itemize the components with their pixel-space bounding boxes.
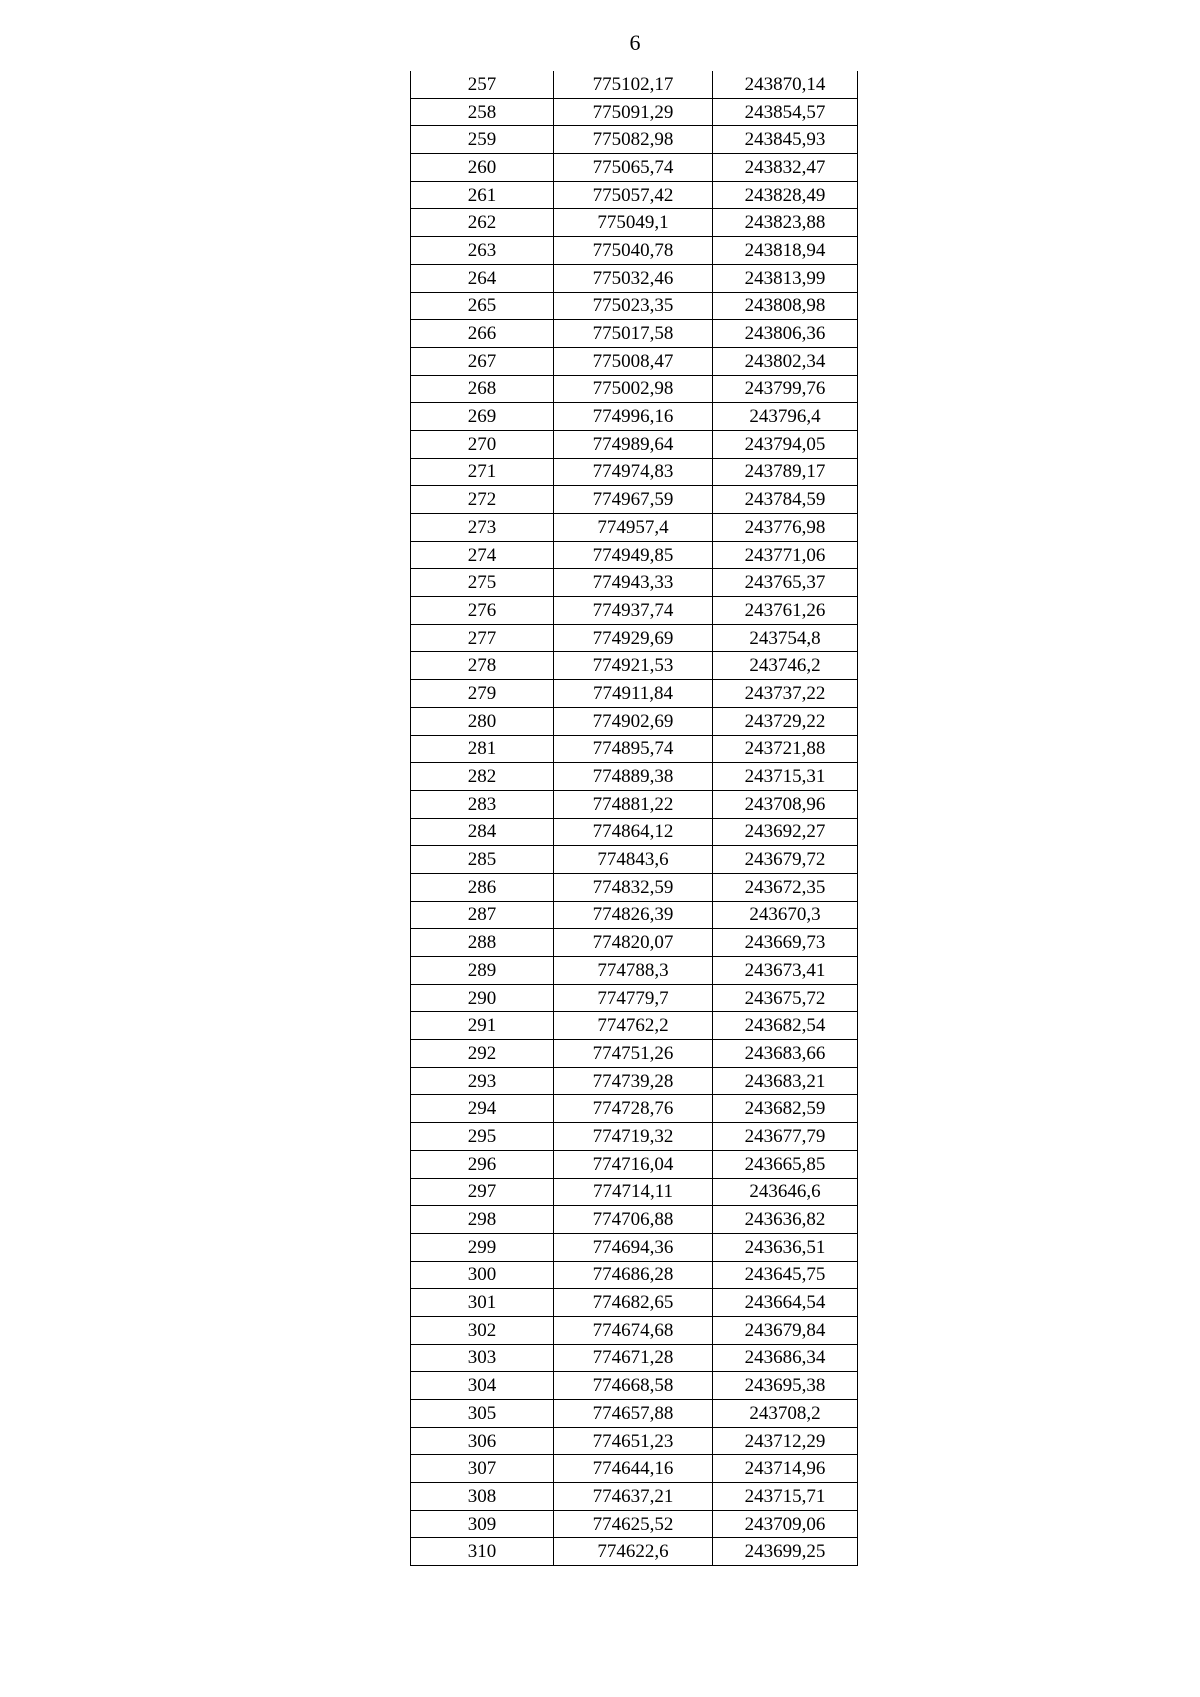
y-coordinate-cell: 243845,93 [713, 126, 858, 154]
point-number-cell: 259 [411, 126, 554, 154]
x-coordinate-cell: 774943,33 [554, 569, 713, 597]
point-number-cell: 293 [411, 1067, 554, 1095]
x-coordinate-cell: 775065,74 [554, 154, 713, 182]
table-row [411, 873, 858, 901]
x-coordinate-cell: 774911,84 [554, 680, 713, 708]
point-number-cell: 298 [411, 1206, 554, 1234]
point-number-cell: 288 [411, 929, 554, 957]
point-number-cell: 289 [411, 957, 554, 985]
x-coordinate-cell: 775091,29 [554, 98, 713, 126]
table-row [411, 126, 858, 154]
y-coordinate-cell: 243715,71 [713, 1483, 858, 1511]
table-row [411, 1150, 858, 1178]
x-coordinate-cell: 774895,74 [554, 735, 713, 763]
table-row [411, 1483, 858, 1511]
y-coordinate-cell: 243729,22 [713, 707, 858, 735]
x-coordinate-cell: 774996,16 [554, 403, 713, 431]
table-row [411, 597, 858, 625]
x-coordinate-cell: 775040,78 [554, 237, 713, 265]
y-coordinate-cell: 243682,59 [713, 1095, 858, 1123]
point-number-cell: 262 [411, 209, 554, 237]
x-coordinate-cell: 774843,6 [554, 846, 713, 874]
x-coordinate-cell: 774826,39 [554, 901, 713, 929]
y-coordinate-cell: 243645,75 [713, 1261, 858, 1289]
point-number-cell: 305 [411, 1400, 554, 1428]
page-number: 6 [629, 30, 641, 55]
y-coordinate-cell: 243682,54 [713, 1012, 858, 1040]
x-coordinate-cell: 774929,69 [554, 624, 713, 652]
y-coordinate-cell: 243636,51 [713, 1233, 858, 1261]
point-number-cell: 310 [411, 1538, 554, 1566]
y-coordinate-cell: 243646,6 [713, 1178, 858, 1206]
table-row [411, 237, 858, 265]
y-coordinate-cell: 243715,31 [713, 763, 858, 791]
y-coordinate-cell: 243672,35 [713, 873, 858, 901]
y-coordinate-cell: 243754,8 [713, 624, 858, 652]
x-coordinate-cell: 775023,35 [554, 292, 713, 320]
x-coordinate-cell: 774728,76 [554, 1095, 713, 1123]
y-coordinate-cell: 243776,98 [713, 514, 858, 542]
table-row [411, 209, 858, 237]
x-coordinate-cell: 774902,69 [554, 707, 713, 735]
y-coordinate-cell: 243765,37 [713, 569, 858, 597]
point-number-cell: 283 [411, 790, 554, 818]
table-row [411, 652, 858, 680]
table-row [411, 1206, 858, 1234]
point-number-cell: 287 [411, 901, 554, 929]
y-coordinate-cell: 243771,06 [713, 541, 858, 569]
x-coordinate-cell: 774974,83 [554, 458, 713, 486]
point-number-cell: 273 [411, 514, 554, 542]
x-coordinate-cell: 774714,11 [554, 1178, 713, 1206]
y-coordinate-cell: 243832,47 [713, 154, 858, 182]
x-coordinate-cell: 774889,38 [554, 763, 713, 791]
x-coordinate-cell: 774716,04 [554, 1150, 713, 1178]
y-coordinate-cell: 243679,72 [713, 846, 858, 874]
point-number-cell: 292 [411, 1040, 554, 1068]
y-coordinate-cell: 243695,38 [713, 1372, 858, 1400]
table-row [411, 846, 858, 874]
table-row [411, 264, 858, 292]
y-coordinate-cell: 243712,29 [713, 1427, 858, 1455]
point-number-cell: 309 [411, 1510, 554, 1538]
point-number-cell: 297 [411, 1178, 554, 1206]
x-coordinate-cell: 774686,28 [554, 1261, 713, 1289]
x-coordinate-cell: 774651,23 [554, 1427, 713, 1455]
y-coordinate-cell: 243746,2 [713, 652, 858, 680]
table-row [411, 514, 858, 542]
x-coordinate-cell: 774820,07 [554, 929, 713, 957]
x-coordinate-cell: 774668,58 [554, 1372, 713, 1400]
x-coordinate-cell: 775082,98 [554, 126, 713, 154]
x-coordinate-cell: 774644,16 [554, 1455, 713, 1483]
point-number-cell: 279 [411, 680, 554, 708]
point-number-cell: 275 [411, 569, 554, 597]
point-number-cell: 295 [411, 1123, 554, 1151]
table-row [411, 347, 858, 375]
table-row [411, 624, 858, 652]
point-number-cell: 261 [411, 181, 554, 209]
table-row [411, 1261, 858, 1289]
table-row [411, 569, 858, 597]
y-coordinate-cell: 243665,85 [713, 1150, 858, 1178]
x-coordinate-cell: 775008,47 [554, 347, 713, 375]
table-row [411, 1233, 858, 1261]
x-coordinate-cell: 774694,36 [554, 1233, 713, 1261]
x-coordinate-cell: 775002,98 [554, 375, 713, 403]
x-coordinate-cell: 775049,1 [554, 209, 713, 237]
y-coordinate-cell: 243669,73 [713, 929, 858, 957]
table-row [411, 486, 858, 514]
table-row [411, 1067, 858, 1095]
x-coordinate-cell: 774622,6 [554, 1538, 713, 1566]
y-coordinate-cell: 243708,96 [713, 790, 858, 818]
point-number-cell: 306 [411, 1427, 554, 1455]
y-coordinate-cell: 243675,72 [713, 984, 858, 1012]
x-coordinate-cell: 774864,12 [554, 818, 713, 846]
table-row [411, 1316, 858, 1344]
point-number-cell: 280 [411, 707, 554, 735]
table-row [411, 71, 858, 98]
y-coordinate-cell: 243699,25 [713, 1538, 858, 1566]
point-number-cell: 277 [411, 624, 554, 652]
point-number-cell: 290 [411, 984, 554, 1012]
point-number-cell: 271 [411, 458, 554, 486]
y-coordinate-cell: 243677,79 [713, 1123, 858, 1151]
point-number-cell: 284 [411, 818, 554, 846]
point-number-cell: 307 [411, 1455, 554, 1483]
x-coordinate-cell: 775017,58 [554, 320, 713, 348]
x-coordinate-cell: 774788,3 [554, 957, 713, 985]
point-number-cell: 301 [411, 1289, 554, 1317]
x-coordinate-cell: 774719,32 [554, 1123, 713, 1151]
table-row [411, 403, 858, 431]
y-coordinate-cell: 243823,88 [713, 209, 858, 237]
table-row [411, 375, 858, 403]
point-number-cell: 302 [411, 1316, 554, 1344]
table-row [411, 1372, 858, 1400]
table-row [411, 541, 858, 569]
point-number-cell: 270 [411, 430, 554, 458]
x-coordinate-cell: 774751,26 [554, 1040, 713, 1068]
x-coordinate-cell: 774671,28 [554, 1344, 713, 1372]
y-coordinate-cell: 243784,59 [713, 486, 858, 514]
y-coordinate-cell: 243737,22 [713, 680, 858, 708]
x-coordinate-cell: 774739,28 [554, 1067, 713, 1095]
x-coordinate-cell: 774937,74 [554, 597, 713, 625]
y-coordinate-cell: 243714,96 [713, 1455, 858, 1483]
x-coordinate-cell: 774682,65 [554, 1289, 713, 1317]
coordinates-table-body [411, 71, 858, 1566]
y-coordinate-cell: 243813,99 [713, 264, 858, 292]
point-number-cell: 282 [411, 763, 554, 791]
x-coordinate-cell: 774779,7 [554, 984, 713, 1012]
y-coordinate-cell: 243802,34 [713, 347, 858, 375]
y-coordinate-cell: 243636,82 [713, 1206, 858, 1234]
y-coordinate-cell: 243692,27 [713, 818, 858, 846]
table-row [411, 98, 858, 126]
table-row [411, 1510, 858, 1538]
point-number-cell: 269 [411, 403, 554, 431]
x-coordinate-cell: 775102,17 [554, 71, 713, 98]
y-coordinate-cell: 243808,98 [713, 292, 858, 320]
table-row [411, 735, 858, 763]
y-coordinate-cell: 243799,76 [713, 375, 858, 403]
table-row [411, 1289, 858, 1317]
x-coordinate-cell: 774637,21 [554, 1483, 713, 1511]
table-row [411, 790, 858, 818]
point-number-cell: 299 [411, 1233, 554, 1261]
y-coordinate-cell: 243686,34 [713, 1344, 858, 1372]
point-number-cell: 276 [411, 597, 554, 625]
table-row [411, 1455, 858, 1483]
y-coordinate-cell: 243670,3 [713, 901, 858, 929]
point-number-cell: 300 [411, 1261, 554, 1289]
table-row [411, 680, 858, 708]
y-coordinate-cell: 243708,2 [713, 1400, 858, 1428]
table-row [411, 901, 858, 929]
y-coordinate-cell: 243683,21 [713, 1067, 858, 1095]
y-coordinate-cell: 243679,84 [713, 1316, 858, 1344]
point-number-cell: 268 [411, 375, 554, 403]
y-coordinate-cell: 243709,06 [713, 1510, 858, 1538]
table-row [411, 181, 858, 209]
y-coordinate-cell: 243683,66 [713, 1040, 858, 1068]
x-coordinate-cell: 775032,46 [554, 264, 713, 292]
table-row [411, 1344, 858, 1372]
table-row [411, 984, 858, 1012]
point-number-cell: 303 [411, 1344, 554, 1372]
point-number-cell: 260 [411, 154, 554, 182]
x-coordinate-cell: 774674,68 [554, 1316, 713, 1344]
table-row [411, 292, 858, 320]
point-number-cell: 274 [411, 541, 554, 569]
x-coordinate-cell: 774762,2 [554, 1012, 713, 1040]
y-coordinate-cell: 243870,14 [713, 71, 858, 98]
y-coordinate-cell: 243794,05 [713, 430, 858, 458]
table-row [411, 430, 858, 458]
y-coordinate-cell: 243854,57 [713, 98, 858, 126]
table-row [411, 929, 858, 957]
point-number-cell: 267 [411, 347, 554, 375]
table-row [411, 957, 858, 985]
table-row [411, 320, 858, 348]
point-number-cell: 291 [411, 1012, 554, 1040]
table-row [411, 458, 858, 486]
point-number-cell: 264 [411, 264, 554, 292]
table-row [411, 1012, 858, 1040]
table-row [411, 1538, 858, 1566]
point-number-cell: 296 [411, 1150, 554, 1178]
y-coordinate-cell: 243818,94 [713, 237, 858, 265]
x-coordinate-cell: 774967,59 [554, 486, 713, 514]
table-row [411, 763, 858, 791]
y-coordinate-cell: 243789,17 [713, 458, 858, 486]
table-row [411, 1427, 858, 1455]
point-number-cell: 308 [411, 1483, 554, 1511]
x-coordinate-cell: 774989,64 [554, 430, 713, 458]
table-row [411, 1095, 858, 1123]
y-coordinate-cell: 243761,26 [713, 597, 858, 625]
x-coordinate-cell: 775057,42 [554, 181, 713, 209]
x-coordinate-cell: 774949,85 [554, 541, 713, 569]
point-number-cell: 265 [411, 292, 554, 320]
table-row [411, 1178, 858, 1206]
point-number-cell: 272 [411, 486, 554, 514]
x-coordinate-cell: 774706,88 [554, 1206, 713, 1234]
y-coordinate-cell: 243828,49 [713, 181, 858, 209]
x-coordinate-cell: 774657,88 [554, 1400, 713, 1428]
table-row [411, 1040, 858, 1068]
point-number-cell: 304 [411, 1372, 554, 1400]
x-coordinate-cell: 774957,4 [554, 514, 713, 542]
point-number-cell: 286 [411, 873, 554, 901]
x-coordinate-cell: 774832,59 [554, 873, 713, 901]
point-number-cell: 257 [411, 71, 554, 98]
y-coordinate-cell: 243796,4 [713, 403, 858, 431]
y-coordinate-cell: 243664,54 [713, 1289, 858, 1317]
x-coordinate-cell: 774625,52 [554, 1510, 713, 1538]
y-coordinate-cell: 243673,41 [713, 957, 858, 985]
point-number-cell: 281 [411, 735, 554, 763]
point-number-cell: 263 [411, 237, 554, 265]
table-row [411, 1123, 858, 1151]
x-coordinate-cell: 774881,22 [554, 790, 713, 818]
point-number-cell: 266 [411, 320, 554, 348]
point-number-cell: 278 [411, 652, 554, 680]
table-row [411, 1400, 858, 1428]
point-number-cell: 294 [411, 1095, 554, 1123]
y-coordinate-cell: 243721,88 [713, 735, 858, 763]
point-number-cell: 258 [411, 98, 554, 126]
point-number-cell: 285 [411, 846, 554, 874]
table-row [411, 818, 858, 846]
table-row [411, 154, 858, 182]
table-row [411, 707, 858, 735]
x-coordinate-cell: 774921,53 [554, 652, 713, 680]
y-coordinate-cell: 243806,36 [713, 320, 858, 348]
coordinates-table [410, 71, 858, 1566]
